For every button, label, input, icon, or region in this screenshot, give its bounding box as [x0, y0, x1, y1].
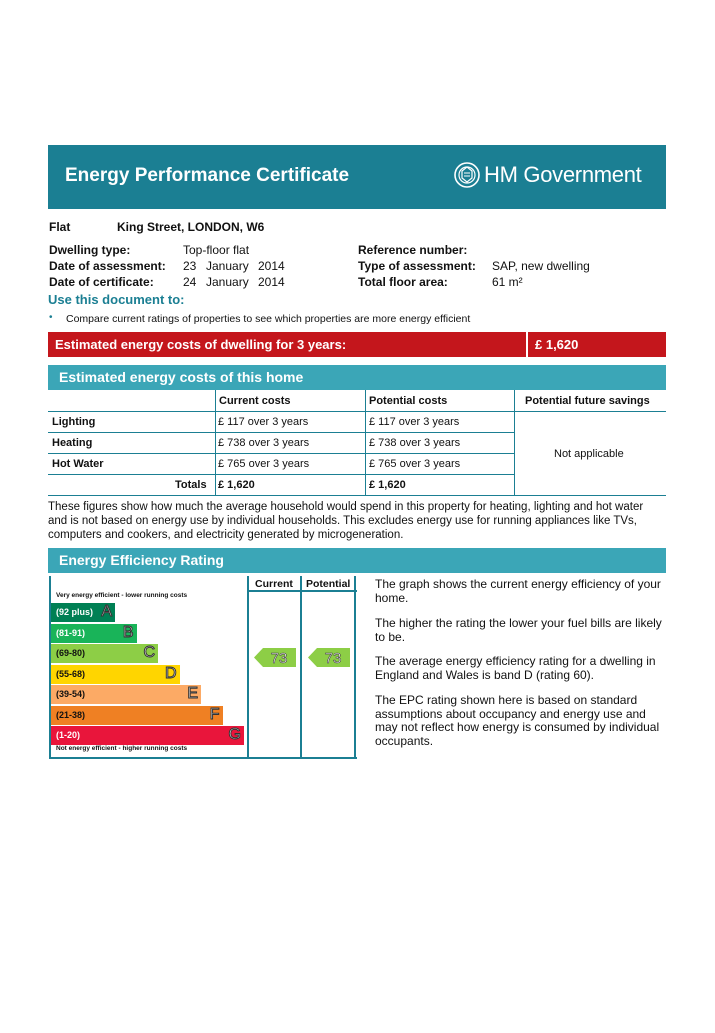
top-note: Very energy efficient - lower running costs — [56, 592, 188, 599]
estimated-total-bar — [48, 332, 666, 357]
row-lighting-potential: £ 117 over 3 years — [369, 416, 460, 428]
use-document-heading: Use this document to: — [48, 292, 185, 307]
rating-band-range: (21-38) — [56, 709, 86, 720]
rating-section-title: Energy Efficiency Rating — [59, 552, 224, 568]
col-current-rating: Current — [255, 578, 293, 590]
dwelling-type-value: Top-floor flat — [183, 243, 250, 257]
divider — [215, 390, 216, 496]
costs-table — [48, 390, 666, 496]
potential-rating-value: 73 — [324, 650, 342, 667]
rating-band-a — [51, 603, 115, 622]
divider — [514, 390, 515, 496]
divider — [48, 411, 666, 412]
rating-band-g — [51, 726, 244, 745]
row-hot-water-potential: £ 765 over 3 years — [369, 458, 461, 470]
energy-rating-chart — [49, 576, 357, 759]
row-hot-water-label: Hot Water — [52, 458, 104, 470]
date-of-certificate-label: Date of certificate: — [49, 275, 154, 289]
rating-band-b — [51, 624, 137, 643]
date-of-certificate-year: 2014 — [258, 275, 285, 289]
rating-paragraph-2: The higher the rating the lower your fuel bills are likely to be. — [375, 616, 662, 644]
row-heating-label: Heating — [52, 437, 93, 449]
rating-paragraph-1: The graph shows the current energy efficiency of your home. — [375, 577, 661, 605]
figures-explanation: These figures show how much the average household would spend in this property for heating, lighting and hot water and is not based on energy use by individual households. This excludes energy use for running appliances like TVs, computers and cookers, and electricity generated by microgeneration. — [48, 501, 644, 541]
rating-band-range: (69-80) — [56, 648, 86, 658]
totals-potential: £ 1,620 — [369, 479, 406, 491]
rating-band-range: (55-68) — [56, 668, 86, 679]
rating-band-letter: B — [122, 623, 134, 641]
hm-government-logo — [453, 161, 641, 189]
divider — [48, 474, 514, 475]
row-heating-current: £ 738 over 3 years — [218, 437, 310, 449]
property-type: Flat — [49, 220, 71, 234]
date-of-assessment-month: January — [206, 259, 249, 273]
row-heating-potential: £ 738 over 3 years — [369, 437, 461, 449]
divider — [526, 332, 528, 357]
date-of-assessment-day: 23 — [183, 259, 197, 273]
divider — [48, 453, 514, 454]
rating-band-f — [51, 706, 223, 725]
row-lighting-current: £ 117 over 3 years — [218, 416, 309, 428]
date-of-assessment-year: 2014 — [258, 259, 285, 273]
total-floor-area-value: 61 m² — [492, 275, 523, 289]
rating-paragraph-4: The EPC rating shown here is based on standard assumptions about occupancy and energy use and may not reflect how energy is consumed by individual occupants. — [375, 693, 660, 748]
rating-band-letter: C — [143, 644, 155, 661]
col-potential-savings: Potential future savings — [525, 395, 650, 407]
rating-band-range: (92 plus) — [56, 607, 94, 617]
rating-band-d — [51, 665, 180, 684]
property-address: King Street, LONDON, W6 — [117, 220, 265, 234]
rating-band-range: (1-20) — [56, 730, 81, 740]
rating-band-range: (39-54) — [56, 689, 86, 699]
row-lighting-label: Lighting — [52, 416, 96, 428]
rating-band-e — [51, 685, 201, 704]
divider — [49, 757, 357, 759]
costs-section-heading — [48, 365, 666, 390]
divider — [48, 432, 514, 433]
row-hot-water-current: £ 765 over 3 years — [218, 458, 310, 470]
rating-band-letter: D — [164, 664, 177, 682]
dwelling-type-label: Dwelling type: — [49, 243, 131, 257]
costs-section-title: Estimated energy costs of this home — [59, 369, 304, 385]
totals-current: £ 1,620 — [218, 479, 255, 491]
divider — [247, 590, 357, 592]
current-rating-value: 73 — [270, 650, 288, 667]
certificate-header — [48, 145, 666, 209]
certificate-title: Energy Performance Certificate — [65, 165, 350, 186]
col-potential-costs: Potential costs — [369, 395, 448, 407]
estimated-total-label: Estimated energy costs of dwelling for 3 years: — [55, 337, 347, 352]
divider — [354, 576, 356, 759]
rating-band-letter: G — [228, 726, 241, 743]
totals-label: Totals — [175, 479, 207, 491]
rating-band-range: (81-91) — [56, 627, 86, 638]
col-potential-rating: Potential — [306, 578, 351, 590]
divider — [247, 576, 249, 759]
potential-rating-arrow — [308, 648, 350, 667]
bottom-note: Not energy efficient - higher running costs — [56, 745, 188, 752]
use-document-bullet: Compare current ratings of properties to see which properties are more energy efficient — [66, 313, 471, 325]
divider — [300, 576, 302, 759]
rating-section-heading — [48, 548, 666, 573]
royal-crest-icon — [453, 161, 481, 189]
rating-band-letter: E — [187, 685, 198, 702]
date-of-certificate-month: January — [206, 275, 249, 289]
bullet-icon: • — [49, 312, 53, 323]
savings-value: Not applicable — [554, 448, 624, 460]
divider — [365, 390, 366, 496]
estimated-total-value: £ 1,620 — [535, 337, 579, 352]
total-floor-area-label: Total floor area: — [358, 275, 448, 289]
date-of-certificate-day: 24 — [183, 275, 197, 289]
date-of-assessment-label: Date of assessment: — [49, 259, 166, 273]
rating-band-c — [51, 644, 158, 663]
rating-paragraph-3: The average energy efficiency rating for a dwelling in England and Wales is band D (rating 60). — [375, 654, 656, 682]
rating-band-letter: F — [209, 705, 220, 723]
current-rating-arrow — [254, 648, 296, 667]
reference-number-label: Reference number: — [358, 243, 468, 257]
col-current-costs: Current costs — [219, 395, 291, 407]
type-of-assessment-label: Type of assessment: — [358, 259, 476, 273]
rating-band-letter: A — [101, 603, 112, 620]
divider — [48, 495, 666, 496]
government-name: HM Government — [484, 162, 642, 187]
type-of-assessment-value: SAP, new dwelling — [492, 259, 590, 273]
